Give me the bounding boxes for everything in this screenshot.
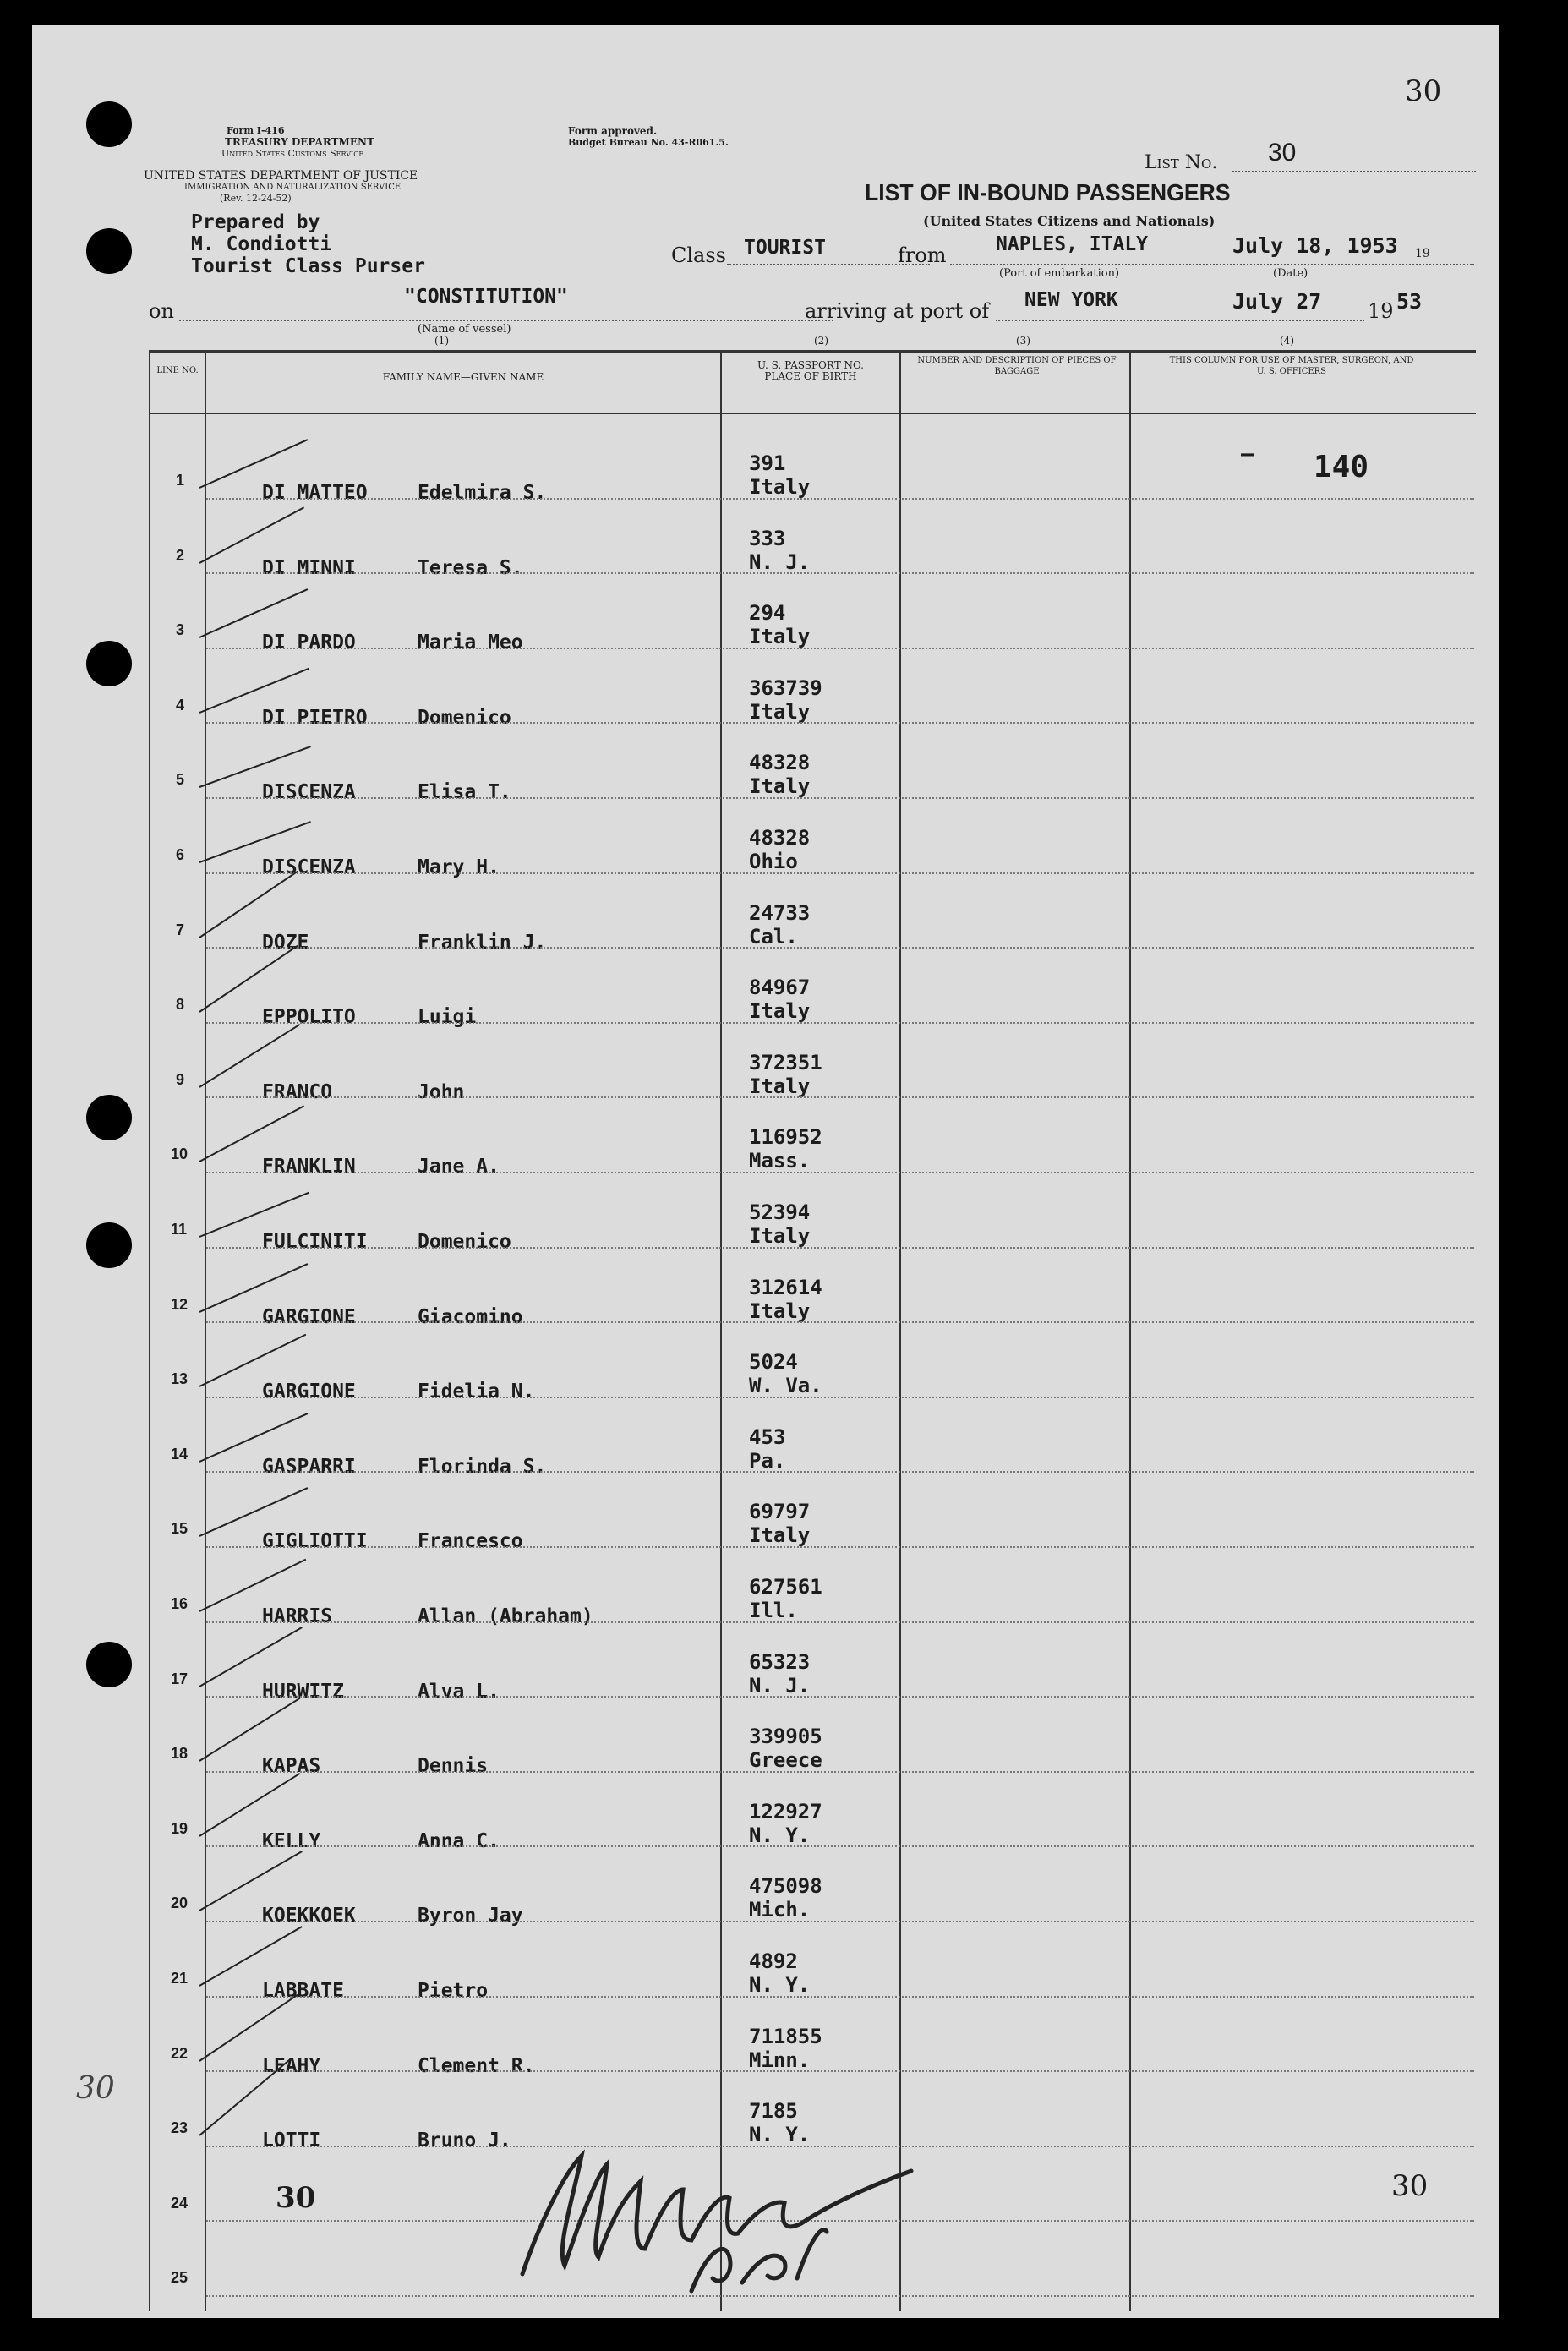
passport-number: 122927: [749, 1799, 822, 1823]
family-name: LEAHY: [262, 2054, 321, 2077]
line-number: 9: [176, 1070, 185, 1088]
passport-number: 627561: [749, 1575, 822, 1599]
place-of-birth: Mich.: [749, 1898, 811, 1922]
on-label: on: [149, 299, 174, 323]
family-name: LOTTI: [262, 2130, 321, 2152]
place-of-birth: N. J.: [749, 549, 811, 574]
family-name: DI PIETRO: [262, 706, 368, 729]
col-divider: [205, 350, 206, 2311]
table-header-border: [149, 413, 1476, 414]
passport-number: 294: [749, 601, 786, 626]
given-name: Luigi: [418, 1006, 477, 1029]
passport-number: 52394: [749, 1200, 811, 1224]
passport-number: 711855: [749, 2024, 822, 2048]
row-separator: [206, 1321, 1474, 1323]
from-label: from: [898, 243, 947, 267]
line-number: 3: [176, 621, 185, 639]
arrival-year-prefix: 19: [1368, 299, 1394, 323]
given-name: Domenico: [418, 706, 511, 729]
passport-number: 69797: [749, 1500, 811, 1524]
given-name: Florinda S.: [418, 1455, 547, 1478]
header-line-no: LINE NO.: [156, 366, 199, 375]
check-mark: [199, 506, 305, 563]
header-baggage: NUMBER AND DESCRIPTION OF PIECES OF BAGGAGE: [917, 356, 1117, 376]
footer-count: 30: [276, 2181, 316, 2215]
line-number: 11: [171, 1221, 188, 1238]
place-of-birth: Ohio: [749, 850, 798, 873]
given-name: John: [418, 1080, 465, 1103]
given-name: Mary H.: [418, 856, 500, 878]
line-number: 20: [171, 1894, 188, 1912]
header-officers: THIS COLUMN FOR USE OF MASTER, SURGEON, AND U. S. OFFICERS: [1169, 356, 1414, 376]
passport-number: 372351: [749, 1050, 822, 1074]
vessel-label: (Name of vessel): [418, 323, 511, 336]
prepared-by-title: Tourist Class Purser: [191, 255, 425, 277]
col-divider: [899, 350, 901, 2311]
given-name: Pietro: [418, 1980, 489, 2002]
arrival-port-line: [996, 320, 1364, 321]
binder-hole: [86, 1095, 132, 1140]
row-separator: [206, 1996, 1474, 1998]
list-no-value: 30: [1268, 139, 1297, 167]
family-name: DI MINNI: [262, 556, 356, 579]
line-number: 4: [176, 696, 185, 714]
margin-note: 30: [76, 2071, 115, 2106]
given-name: Byron Jay: [418, 1905, 523, 1927]
line-number: 12: [171, 1295, 188, 1313]
arrival-port: NEW YORK: [1024, 289, 1118, 311]
col-divider: [1129, 350, 1131, 2311]
form-id: Form I-416: [227, 125, 285, 136]
row-separator: [206, 1172, 1474, 1173]
place-of-birth: Minn.: [749, 2048, 811, 2072]
given-name: Giacomino: [418, 1305, 523, 1328]
row-separator: [206, 1921, 1474, 1922]
row-separator: [206, 1247, 1474, 1249]
family-name: DISCENZA: [262, 781, 356, 804]
line-number: 19: [171, 1819, 188, 1837]
place-of-birth: Cal.: [749, 924, 798, 949]
passport-number: 24733: [749, 900, 811, 925]
check-mark: [199, 945, 298, 1013]
row-separator: [206, 1845, 1474, 1847]
line-number: 8: [176, 996, 185, 1014]
binder-hole: [86, 101, 132, 147]
row-separator: [206, 947, 1474, 949]
list-no-line: [1232, 171, 1476, 172]
check-mark: [199, 1926, 303, 1987]
row-separator: [206, 1096, 1474, 1098]
row-separator: [206, 1546, 1474, 1548]
row-separator: [206, 1621, 1474, 1623]
given-name: Allan (Abraham): [418, 1605, 593, 1627]
line-number: 16: [171, 1595, 188, 1612]
page-title: LIST OF IN-BOUND PASSENGERS: [865, 179, 1231, 205]
given-name: Francesco: [418, 1530, 523, 1553]
page-subtitle: (United States Citizens and Nationals): [923, 213, 1216, 229]
place-of-birth: Mass.: [749, 1149, 811, 1173]
vessel-line: [179, 320, 833, 321]
family-name: EPPOLITO: [262, 1006, 356, 1029]
place-of-birth: Italy: [749, 1299, 811, 1323]
year-prefix: 19: [1415, 247, 1430, 260]
justice-dept: UNITED STATES DEPARTMENT OF JUSTICE: [144, 169, 418, 183]
line-number: 21: [171, 1970, 188, 1987]
form-approved: Form approved.: [568, 125, 658, 137]
col-number: (2): [814, 335, 828, 347]
row-separator: [206, 2070, 1474, 2072]
arrival-date: July 27: [1232, 289, 1322, 314]
binder-hole: [86, 1222, 132, 1268]
line-number: 22: [171, 2044, 188, 2062]
place-of-birth: Ill.: [749, 1599, 798, 1622]
family-name: DI PARDO: [262, 631, 356, 654]
check-mark: [199, 1024, 300, 1088]
place-of-birth: Pa.: [749, 1448, 786, 1473]
line-number: 15: [171, 1520, 188, 1538]
budget-bureau: Budget Bureau No. 43-R061.5.: [568, 137, 729, 148]
list-no-label: List No.: [1145, 152, 1218, 173]
given-name: Fidelia N.: [418, 1381, 535, 1403]
passport-number: 453: [749, 1424, 786, 1449]
row-separator: [206, 1771, 1474, 1773]
row-separator: [206, 498, 1474, 500]
given-name: Teresa S.: [418, 556, 523, 579]
header-name: FAMILY NAME—GIVEN NAME: [382, 371, 544, 383]
family-name: DOZE: [262, 931, 309, 954]
line-number: 24: [171, 2194, 188, 2212]
manifest-page: [32, 25, 1499, 2318]
row-separator: [206, 572, 1474, 574]
place-of-birth: N. Y.: [749, 2123, 811, 2147]
row-separator: [206, 722, 1474, 724]
passport-number: 475098: [749, 1874, 822, 1899]
place-of-birth: Italy: [749, 1074, 811, 1098]
passport-number: 363739: [749, 675, 822, 700]
given-name: Elisa T.: [418, 781, 511, 804]
given-name: Franklin J.: [418, 931, 547, 954]
officer-dash: —: [1241, 441, 1254, 467]
family-name: HURWITZ: [262, 1680, 344, 1703]
family-name: FULCINITI: [262, 1231, 368, 1253]
family-name: DISCENZA: [262, 856, 356, 878]
departure-date: July 18, 1953: [1232, 233, 1398, 258]
given-name: Edelmira S.: [418, 482, 547, 504]
row-separator: [206, 1471, 1474, 1473]
arrival-year: 53: [1396, 289, 1423, 314]
passport-number: 312614: [749, 1275, 822, 1299]
place-of-birth: Italy: [749, 774, 811, 799]
family-name: FRANCO: [262, 1080, 333, 1103]
line-number: 13: [171, 1370, 188, 1388]
family-name: HARRIS: [262, 1605, 333, 1627]
ins-service: IMMIGRATION AND NATURALIZATION SERVICE: [184, 183, 402, 192]
arriving-label: arriving at port of: [805, 299, 990, 323]
check-mark: [199, 1773, 300, 1837]
family-name: GASPARRI: [262, 1455, 356, 1478]
place-of-birth: N. Y.: [749, 1973, 811, 1997]
row-separator: [206, 648, 1474, 649]
from-value: NAPLES, ITALY: [996, 233, 1149, 255]
given-name: Bruno J.: [418, 2130, 511, 2152]
passport-number: 84967: [749, 976, 811, 1000]
row-separator: [206, 872, 1474, 874]
family-name: FRANKLIN: [262, 1156, 356, 1178]
form-revision: (Rev. 12-24-52): [220, 193, 292, 204]
col-number: (1): [434, 335, 449, 347]
family-name: GARGIONE: [262, 1381, 356, 1403]
header-passport: U. S. PASSPORT NO. PLACE OF BIRTH: [757, 359, 864, 382]
line-number: 10: [171, 1145, 188, 1163]
binder-hole: [86, 641, 132, 686]
line-number: 14: [171, 1445, 188, 1463]
family-name: GARGIONE: [262, 1305, 356, 1328]
check-mark: [199, 1627, 303, 1687]
date-label: (Date): [1273, 267, 1308, 280]
line-number: 1: [176, 472, 185, 489]
check-mark: [199, 1559, 307, 1612]
check-mark: [199, 870, 298, 938]
passport-number: 7185: [749, 2099, 798, 2124]
from-line: [950, 264, 1474, 265]
place-of-birth: N. Y.: [749, 1823, 811, 1847]
place-of-birth: Italy: [749, 699, 811, 724]
check-mark: [199, 1993, 298, 2061]
given-name: Anna C.: [418, 1829, 500, 1852]
officer-note: 140: [1314, 450, 1369, 484]
passport-number: 391: [749, 451, 786, 475]
check-mark: [199, 1851, 303, 1912]
class-label: Class: [671, 243, 726, 267]
line-number: 2: [176, 546, 185, 564]
class-value: TOURIST: [744, 237, 826, 259]
customs-service: United States Customs Service: [221, 148, 364, 159]
line-number: 23: [171, 2119, 188, 2137]
col-divider: [720, 350, 722, 2311]
page-number-bottom: 30: [1391, 2169, 1429, 2203]
place-of-birth: N. J.: [749, 1673, 811, 1698]
line-number: 5: [176, 771, 185, 789]
row-separator: [206, 1696, 1474, 1698]
place-of-birth: Italy: [749, 999, 811, 1024]
family-name: GIGLIOTTI: [262, 1530, 368, 1553]
check-mark: [199, 1698, 300, 1762]
place-of-birth: Italy: [749, 625, 811, 649]
passport-number: 48328: [749, 826, 811, 850]
line-number: 17: [171, 1670, 188, 1687]
port-embark-label: (Port of embarkation): [999, 267, 1120, 280]
line-number: 6: [176, 846, 185, 863]
given-name: Clement R.: [418, 2054, 535, 2077]
treasury-dept: TREASURY DEPARTMENT: [225, 136, 374, 148]
row-separator: [206, 797, 1474, 799]
col-number: (3): [1016, 335, 1030, 347]
place-of-birth: Italy: [749, 1224, 811, 1248]
place-of-birth: Greece: [749, 1748, 822, 1773]
passport-number: 116952: [749, 1125, 822, 1150]
place-of-birth: Italy: [749, 475, 811, 499]
passport-number: 4892: [749, 1949, 798, 1973]
passport-number: 65323: [749, 1649, 811, 1674]
check-mark: [199, 1334, 307, 1387]
page-number: 30: [1405, 74, 1442, 108]
family-name: KELLY: [262, 1829, 321, 1852]
given-name: Jane A.: [418, 1156, 500, 1178]
family-name: LABBATE: [262, 1980, 344, 2002]
prepared-by-name: M. Condiotti: [191, 233, 332, 255]
prepared-by-label: Prepared by: [191, 211, 320, 233]
inspector-signature: [505, 2122, 979, 2299]
given-name: Domenico: [418, 1231, 511, 1253]
passport-number: 339905: [749, 1725, 822, 1749]
passport-number: 333: [749, 526, 786, 550]
family-name: KAPAS: [262, 1755, 321, 1778]
place-of-birth: W. Va.: [749, 1374, 822, 1398]
check-mark: [199, 1106, 305, 1162]
table-top-border: [149, 350, 1476, 353]
vessel-name: "CONSTITUTION": [404, 286, 568, 308]
passport-number: 48328: [749, 751, 811, 775]
place-of-birth: Italy: [749, 1523, 811, 1548]
row-separator: [206, 1397, 1474, 1398]
col-number: (4): [1280, 335, 1294, 347]
line-number: 7: [176, 921, 185, 938]
binder-hole: [86, 1642, 132, 1687]
line-number: 18: [171, 1745, 188, 1763]
row-separator: [206, 1022, 1474, 1024]
binder-hole: [86, 228, 132, 274]
given-name: Alva L.: [418, 1680, 500, 1703]
given-name: Maria Meo: [418, 631, 523, 654]
family-name: DI MATTEO: [262, 482, 368, 504]
table-left-border: [149, 350, 150, 2311]
passport-number: 5024: [749, 1350, 798, 1375]
given-name: Dennis: [418, 1755, 489, 1778]
line-number: 25: [171, 2269, 188, 2287]
family-name: KOEKKOEK: [262, 1905, 356, 1927]
